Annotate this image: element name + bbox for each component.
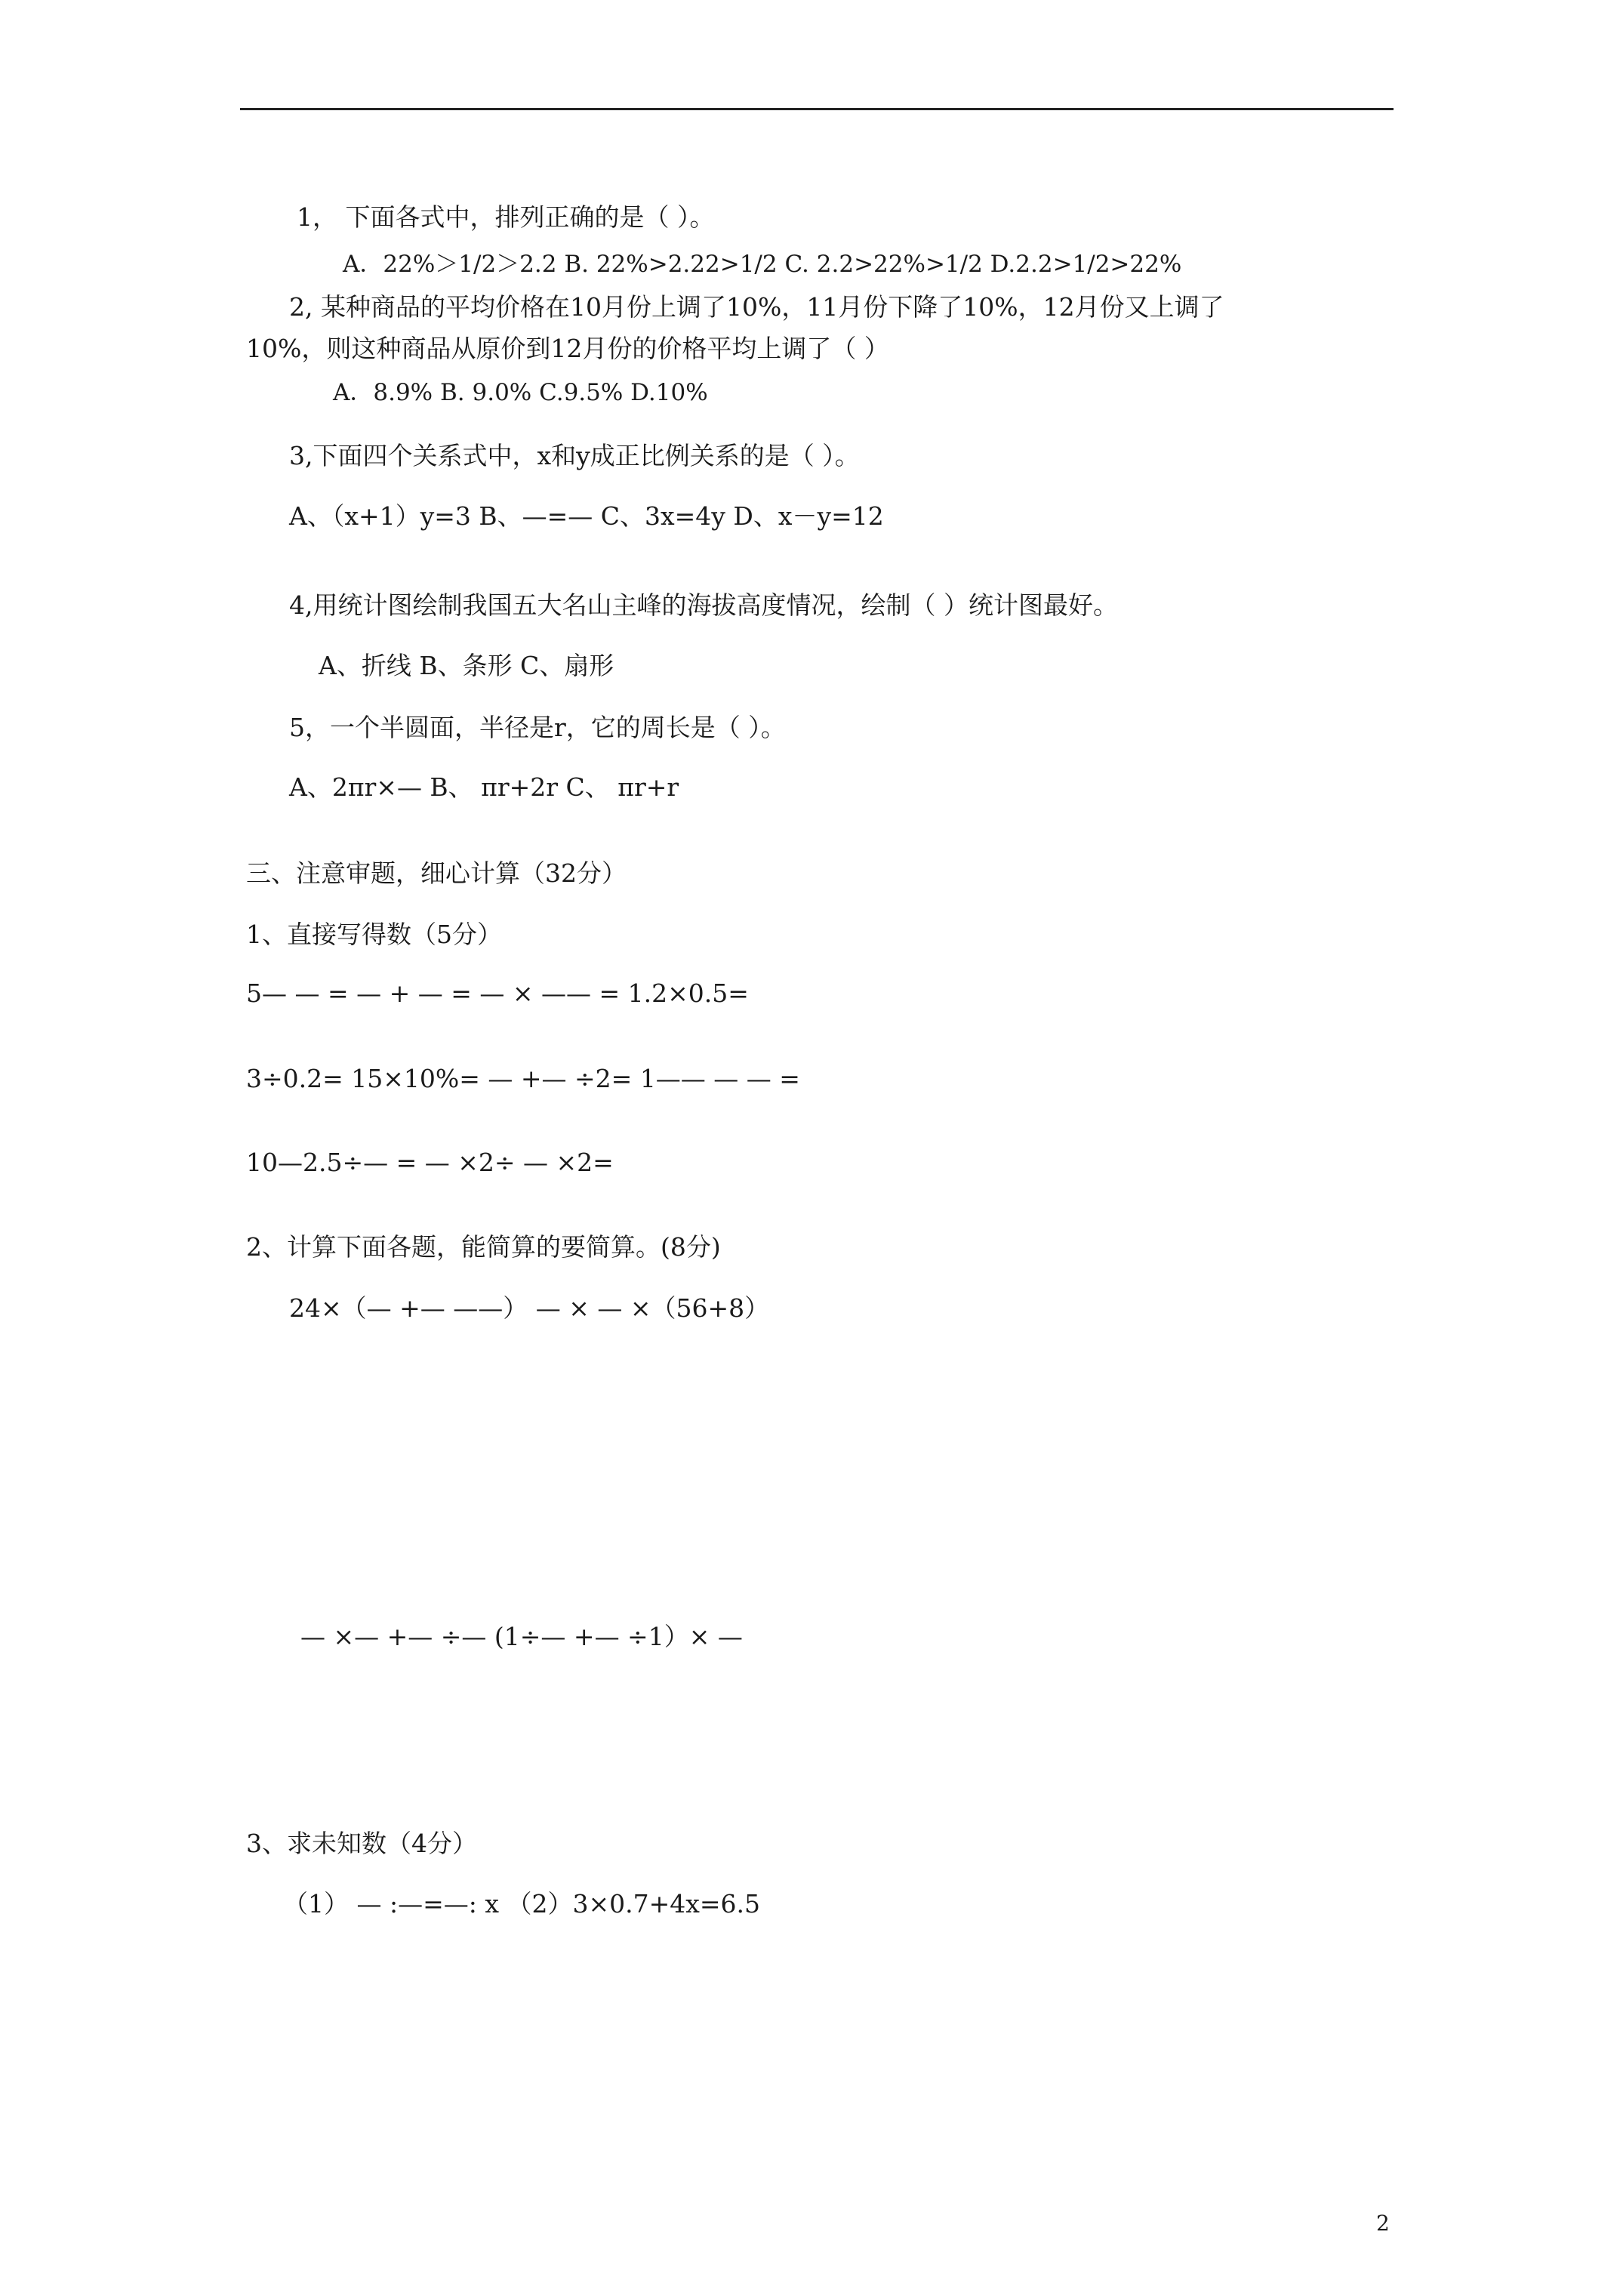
q4-text: 4,用统计图绘制我国五大名山主峰的海拔高度情况，绘制（ ）统计图最好。 — [289, 590, 1118, 620]
q2-text: 2, 某种商品的平均价格在10月份上调了10%，11月份下降了10%，12月份又上调了 — [289, 292, 1224, 322]
header-rule — [240, 108, 1394, 110]
part2-title: 2、计算下面各题，能简算的要简算。(8分) — [246, 1232, 721, 1262]
q3-text: 3,下面四个关系式中，x和y成正比例关系的是（ ）。 — [289, 441, 860, 470]
part3-title: 3、求未知数（4分） — [246, 1829, 477, 1858]
q1-options: A．22%＞1/2＞2.2 B. 22%>2.22>1/2 C. 2.2>22%>1/2 D.2.2>1/2>22% — [343, 251, 1182, 278]
q3-options: A、（x+1）y=3 B、—=— C、3x=4y D、x－y=12 — [289, 501, 884, 531]
q5-text: 5，一个半圆面，半径是r，它的周长是（ ）。 — [289, 713, 786, 742]
part2-row1: 24×（— +— ——） — × — ×（56+8） — [289, 1293, 770, 1323]
part1-row2: 3÷0.2= 15×10%= — +— ÷2= 1—— — — = — [246, 1064, 800, 1093]
q4-options: A、折线 B、条形 C、扇形 — [319, 651, 614, 680]
q2-options: A．8.9% B. 9.0% C.9.5% D.10% — [333, 379, 708, 406]
q5-options: A、2πr×— B、 πr+2r C、 πr+r — [289, 772, 679, 802]
part3-row1: （1） — :—=—: x （2）3×0.7+4x=6.5 — [283, 1889, 760, 1918]
page-number: 2 — [1376, 2211, 1390, 2236]
part1-row1: 5— — = — + — = — × —— = 1.2×0.5= — [246, 978, 749, 1008]
q2-text-cont: 10%，则这种商品从原价到12月份的价格平均上调了（ ） — [246, 334, 889, 363]
part1-title: 1、直接写得数（5分） — [246, 920, 502, 949]
q1-text: 1， 下面各式中，排列正确的是（ ）。 — [297, 202, 715, 232]
part2-row2: — ×— +— ÷— (1÷— +— ÷1）× — — [300, 1622, 743, 1651]
part1-row3: 10—2.5÷— = — ×2÷ — ×2= — [246, 1148, 614, 1177]
section-three-title: 三、注意审题，细心计算（32分） — [246, 858, 627, 888]
